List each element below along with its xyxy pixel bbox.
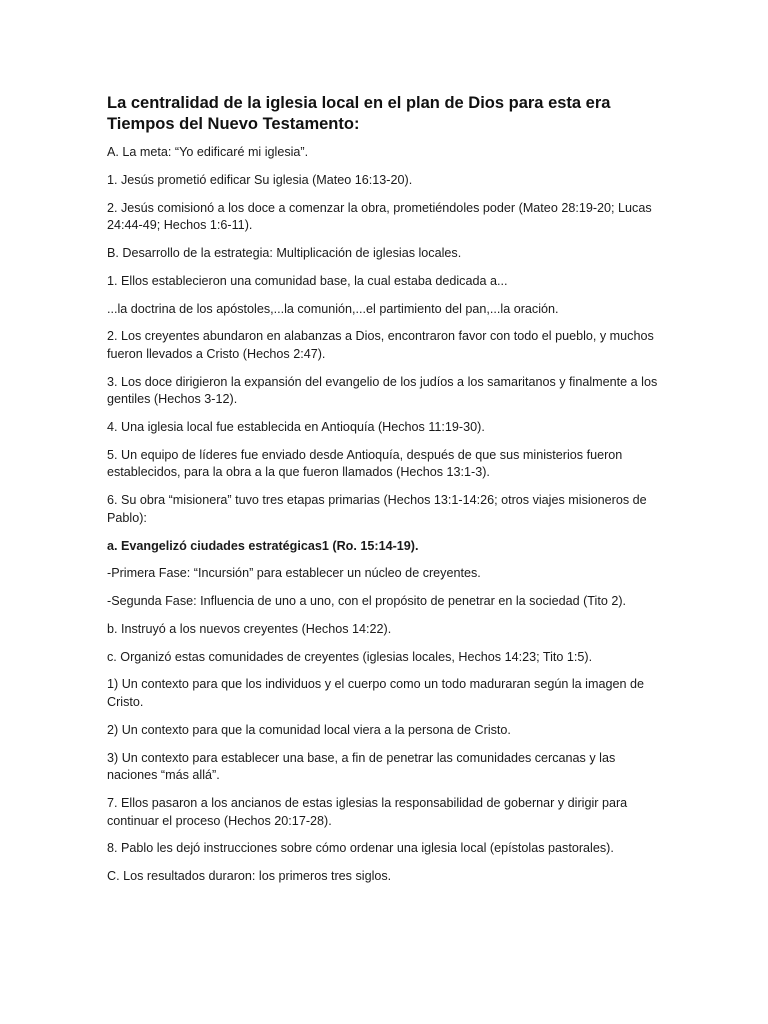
paragraph: -Segunda Fase: Influencia de uno a uno, con el propósito de penetrar en la sociedad (Tito 2). [107, 594, 627, 609]
document-page [107, 93, 667, 896]
paragraph: 3) Un contexto para establecer una base, a fin de penetrar las comunidades cercanas y las naciones “más allá”. [107, 750, 616, 783]
paragraph: 2. Jesús comisionó a los doce a comenzar la obra, prometiéndoles poder (Mateo 28:19-20; Lucas 24:44-49; Hechos 1:6-11). [107, 200, 652, 233]
paragraph: 2) Un contexto para que la comunidad local viera a la persona de Cristo. [107, 722, 511, 737]
document-body [107, 144, 667, 886]
paragraph: 3. Los doce dirigieron la expansión del evangelio de los judíos a los samaritanos y finalmente a los gentiles (Hechos 3-12). [107, 374, 658, 407]
paragraph: 6. Su obra “misionera” tuvo tres etapas primarias (Hechos 13:1-14:26; otros viajes misioneros de Pablo): [107, 493, 647, 525]
paragraph: 1. Jesús prometió edificar Su iglesia (Mateo 16:13-20). [107, 172, 413, 187]
paragraph: 8. Pablo les dejó instrucciones sobre cómo ordenar una iglesia local (epístolas pastorales). [107, 841, 614, 856]
paragraph: 5. Un equipo de líderes fue enviado desde Antioquía, después de que sus ministerios fueron establecidos, para la obra a la que fueron llamados (Hechos 13:1-3). [107, 447, 623, 480]
paragraph: c. Organizó estas comunidades de creyentes (iglesias locales, Hechos 14:23; Tito 1:5). [107, 649, 593, 664]
paragraph-bold: a. Evangelizó ciudades estratégicas1 (Ro. 15:14-19). [107, 538, 419, 553]
paragraph: 4. Una iglesia local fue establecida en Antioquía (Hechos 11:19-30). [107, 420, 485, 435]
paragraph: 2. Los creyentes abundaron en alabanzas a Dios, encontraron favor con todo el pueblo, y muchos fueron llevados a Cristo (Hechos 2:47). [107, 329, 654, 361]
paragraph: 1. Ellos establecieron una comunidad base, la cual estaba dedicada a... [107, 273, 508, 288]
paragraph: 1) Un contexto para que los individuos y el cuerpo como un todo maduraran según la imagen de Cristo. [107, 677, 644, 710]
document-title: La centralidad de la iglesia local en el plan de Dios para esta era Tiempos del Nuevo Testamento: [107, 94, 611, 133]
paragraph: b. Instruyó a los nuevos creyentes (Hechos 14:22). [107, 621, 392, 636]
paragraph: -Primera Fase: “Incursión” para establecer un núcleo de creyentes. [107, 566, 481, 581]
paragraph: B. Desarrollo de la estrategia: Multiplicación de iglesias locales. [107, 245, 462, 260]
paragraph: A. La meta: “Yo edificaré mi iglesia”. [107, 145, 309, 159]
paragraph: C. Los resultados duraron: los primeros tres siglos. [107, 869, 392, 884]
paragraph: 7. Ellos pasaron a los ancianos de estas iglesias la responsabilidad de gobernar y dirigir para continuar el proceso (Hechos 20:17-28). [107, 796, 628, 828]
paragraph: ...la doctrina de los apóstoles,...la comunión,...el partimiento del pan,...la oración. [107, 301, 559, 316]
